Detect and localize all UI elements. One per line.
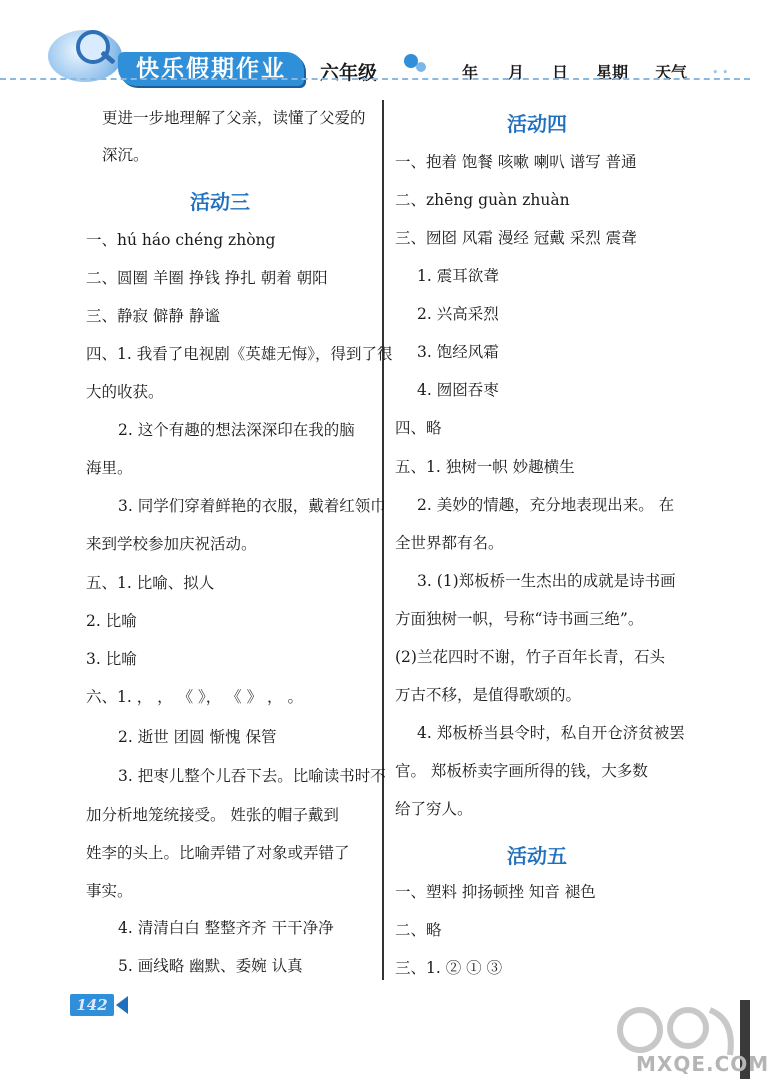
section-heading: 活动五 xyxy=(507,844,567,868)
answer-line: 1. 震耳欲聋 xyxy=(417,267,499,285)
answer-line: 方面独树一帜，号称“诗书画三绝”。 xyxy=(395,610,644,628)
field-weekday: 星期 xyxy=(596,63,629,82)
watermark-text: MXQE.COM xyxy=(636,1052,769,1076)
answer-line: 2. 兴高采烈 xyxy=(417,305,499,323)
answer-line: (2)兰花四时不谢，竹子百年长青，石头 xyxy=(395,648,665,666)
answer-line: 二、略 xyxy=(395,921,442,939)
answer-line: 海里。 xyxy=(86,459,133,477)
answer-line: 万古不移，是值得歌颂的。 xyxy=(395,686,582,704)
answer-line: 来到学校参加庆祝活动。 xyxy=(86,535,257,553)
answer-line: 4. 囫囵吞枣 xyxy=(417,381,499,399)
answer-line: 六、1. ， ， 《 》， 《 》 ， 。 xyxy=(86,688,303,706)
page-header xyxy=(0,0,750,98)
answer-line: 五、1. 独树一帜 妙趣横生 xyxy=(395,458,575,476)
section-heading: 活动四 xyxy=(507,112,567,136)
answer-line: 给了穷人。 xyxy=(395,800,473,818)
answer-line: 4. 郑板桥当县令时，私自开仓济贫被罢 xyxy=(417,724,685,742)
page-number: 142 xyxy=(70,994,114,1016)
answer-line: 2. 逝世 团圆 惭愧 保管 xyxy=(118,728,277,746)
bead-decoration-icon xyxy=(416,62,426,72)
answer-line: 3. (1)郑板桥一生杰出的成就是诗书画 xyxy=(417,572,676,590)
field-month: 月 xyxy=(508,63,525,82)
answer-line: 2. 美妙的情趣，充分地表现出来。 在 xyxy=(417,496,675,514)
answer-line: 五、1. 比喻、拟人 xyxy=(86,574,215,592)
series-title: 快乐假期作业 xyxy=(118,52,304,86)
answer-line: 3. 同学们穿着鲜艳的衣服，戴着红领巾 xyxy=(118,497,386,515)
answer-line: 4. 清清白白 整整齐齐 干干净净 xyxy=(118,919,334,937)
field-weather: 天气 xyxy=(655,63,688,82)
field-year: 年 xyxy=(462,63,479,82)
answer-line: 一、抱着 饱餐 咳嗽 喇叭 谱写 普通 xyxy=(395,153,637,171)
arrow-left-icon xyxy=(116,996,128,1014)
answer-line: 三、静寂 僻静 静谧 xyxy=(86,307,220,325)
grade-label: 六年级 xyxy=(320,62,378,84)
answer-line: 大的收获。 xyxy=(86,383,164,401)
answer-line: 加分析地笼统接受。 姓张的帽子戴到 xyxy=(86,806,339,824)
answer-line: 深沉。 xyxy=(102,146,149,164)
answer-line: 3. 把枣儿整个儿吞下去。比喻读书时不 xyxy=(118,767,386,785)
answer-line: 3. 比喻 xyxy=(86,650,137,668)
answer-line: 事实。 xyxy=(86,882,133,900)
answer-line: 二、zhēng guàn zhuàn xyxy=(395,191,570,209)
dots-decoration: • • xyxy=(712,66,729,79)
field-day: 日 xyxy=(552,63,569,82)
header-divider xyxy=(0,78,750,80)
answer-line: 四、1. 我看了电视剧《英雄无悔》，得到了很 xyxy=(86,345,393,363)
section-heading: 活动三 xyxy=(190,190,250,214)
answer-line: 三、1. ② ① ③ xyxy=(395,959,503,977)
answer-line: 2. 这个有趣的想法深深印在我的脑 xyxy=(118,421,355,439)
answer-line: 一、塑料 抑扬顿挫 知音 褪色 xyxy=(395,883,596,901)
answer-line: 二、圆圈 羊圈 挣钱 挣扎 朝着 朝阳 xyxy=(86,269,328,287)
answer-line: 全世界都有名。 xyxy=(395,534,504,552)
column-divider xyxy=(382,100,384,980)
answer-line: 一、hú háo chéng zhòng xyxy=(86,231,276,249)
answer-line: 四、略 xyxy=(395,419,442,437)
answer-line: 更进一步地理解了父亲，读懂了父爱的 xyxy=(102,109,366,127)
answer-line: 5. 画线略 幽默、委婉 认真 xyxy=(118,957,303,975)
answer-line: 2. 比喻 xyxy=(86,612,137,630)
answer-line: 姓李的头上。比喻弄错了对象或弄错了 xyxy=(86,844,350,862)
answer-line: 3. 饱经风霜 xyxy=(417,343,499,361)
answer-line: 三、囫囵 风霜 漫经 冠戴 采烈 震聋 xyxy=(395,229,637,247)
answer-line: 官。 郑板桥卖字画所得的钱，大多数 xyxy=(395,762,648,780)
